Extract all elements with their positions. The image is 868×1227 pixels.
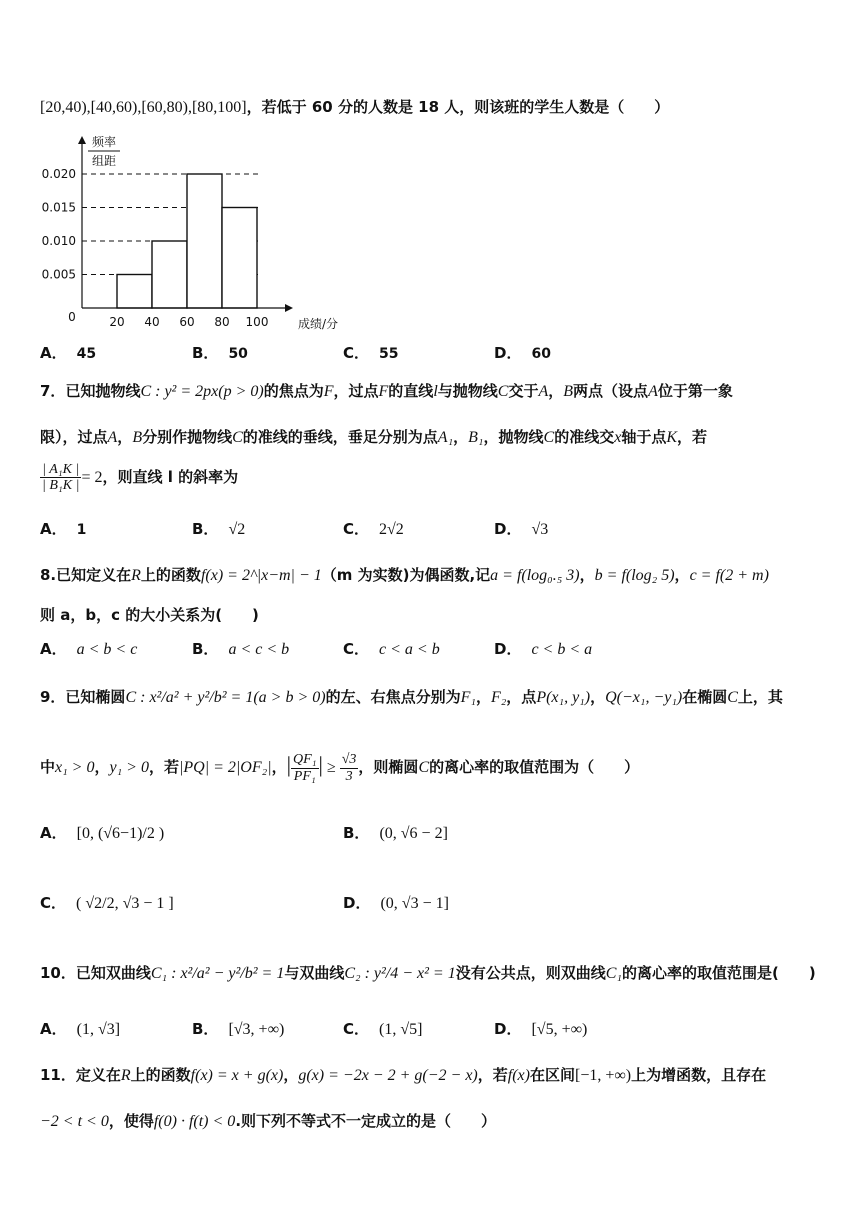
q9-line-1: 9．已知椭圆C : x²/a² + y²/b² = 1(a > b > 0)的左、右焦点分别为F₁，F₂，点P(x₁, y₁)，Q(−x₁, −y₁)在椭圆C上，其 bbox=[40, 688, 783, 706]
option-label: D． bbox=[494, 1020, 522, 1038]
q10-hyperbola-c1: C₁ : x²/a² − y²/b² = 1 bbox=[150, 965, 285, 982]
q9-cond-pq: |PQ| = 2|OF₂| bbox=[178, 759, 272, 776]
q11-line-2 bbox=[40, 1110, 496, 1131]
histogram-bar bbox=[187, 174, 222, 308]
q9-text: 上，其 bbox=[737, 688, 783, 706]
option-value: √3 bbox=[531, 521, 549, 538]
q11-text: ，若 bbox=[477, 1066, 508, 1084]
option-value: (1, √3] bbox=[76, 1021, 121, 1038]
q6-intervals: [20,40),[40,60),[60,80),[80,100] bbox=[40, 99, 247, 116]
q7-text: 两点（设点 bbox=[573, 382, 649, 400]
q7-text: ，过点 bbox=[333, 382, 379, 400]
x-tick-label: 20 bbox=[109, 315, 125, 329]
q9-option-a[interactable] bbox=[40, 822, 164, 843]
q7-text: 与抛物线 bbox=[437, 382, 498, 400]
q10-option-a[interactable] bbox=[40, 1018, 120, 1039]
option-label: A． bbox=[40, 520, 67, 538]
q8-option-a[interactable] bbox=[40, 638, 137, 659]
x-tick-label: 80 bbox=[214, 315, 230, 329]
q10-text: 与双曲线 bbox=[284, 964, 345, 982]
y-tick-label: 0.010 bbox=[41, 234, 76, 248]
q7-number: 7． bbox=[40, 382, 66, 400]
q11-product-cond: f(0) · f(t) < 0 bbox=[153, 1113, 236, 1130]
q9-text: ，点 bbox=[506, 688, 537, 706]
option-label: C． bbox=[343, 640, 370, 658]
histogram-bar bbox=[152, 241, 187, 308]
q9-text: 中 bbox=[40, 758, 56, 776]
q8-option-b[interactable] bbox=[192, 638, 289, 659]
option-value: a < c < b bbox=[228, 641, 290, 658]
x-tick-label: 100 bbox=[245, 315, 269, 329]
q11-fx: f(x) bbox=[507, 1067, 530, 1084]
q7-text: 分别作抛物线 bbox=[142, 428, 233, 446]
q9-text: ，若 bbox=[148, 758, 179, 776]
option-value: 45 bbox=[76, 346, 97, 362]
x-tick-label: 40 bbox=[144, 315, 160, 329]
option-label: D． bbox=[494, 344, 522, 362]
q9-text: ，则椭圆 bbox=[358, 758, 419, 776]
option-value: 50 bbox=[228, 346, 248, 362]
q8-line-2 bbox=[40, 604, 259, 625]
fraction-denominator: PF₁ bbox=[293, 768, 316, 784]
q7-line-2: 限），过点A，B分别作抛物线C的准线的垂线，垂足分别为点A₁，B₁，抛物线C的准线交x轴于点K，若 bbox=[40, 428, 708, 446]
q10-option-d[interactable] bbox=[494, 1018, 587, 1039]
q10-hyperbola-c2: C₂ : y²/4 − x² = 1 bbox=[344, 965, 456, 982]
y-tick-label: 0.015 bbox=[41, 200, 76, 215]
option-label: C． bbox=[343, 520, 370, 538]
q9-text: 在椭圆 bbox=[682, 688, 728, 706]
option-label: B． bbox=[192, 344, 219, 362]
q9-option-c[interactable] bbox=[40, 892, 174, 913]
option-value: c < a < b bbox=[379, 641, 440, 658]
q7-text: 的焦点为 bbox=[263, 382, 324, 400]
option-label: D． bbox=[494, 640, 522, 658]
fraction-numerator: √3 bbox=[341, 752, 357, 768]
q9-cond-x1: x₁ > 0 bbox=[55, 759, 95, 776]
option-value: (0, √6 − 2] bbox=[379, 825, 448, 842]
q7-text: 限），过点 bbox=[40, 428, 108, 446]
q9-focus-f2: F₂ bbox=[490, 689, 507, 706]
q8-line-1: 8.已知定义在R上的函数f(x) = 2^|x−m| − 1（m 为实数)为偶函数,记a = f(log₀.₅ 3)，b = f(log₂ 5)，c = f(2 + m) bbox=[40, 566, 769, 584]
option-value: a < b < c bbox=[76, 641, 138, 658]
q8-text: 则 a，b，c 的大小关系为( ) bbox=[40, 606, 259, 624]
option-label: D． bbox=[343, 894, 371, 912]
option-value: 55 bbox=[379, 346, 399, 362]
option-label: D． bbox=[494, 520, 522, 538]
option-label: A． bbox=[40, 824, 67, 842]
q7-point-b: B bbox=[563, 383, 574, 400]
q7-curve-c: C bbox=[543, 429, 555, 446]
q8-text: 上的函数 bbox=[140, 566, 201, 584]
option-label: C． bbox=[40, 894, 67, 912]
q7-text: ，则直线 l 的斜率为 bbox=[102, 467, 239, 486]
option-label: C． bbox=[343, 1020, 370, 1038]
option-value: [√3, +∞) bbox=[228, 1021, 285, 1038]
option-value: 1 bbox=[76, 522, 87, 538]
q8-value-b: b = f(log₂ 5) bbox=[594, 567, 675, 584]
y-tick-label: 0.020 bbox=[41, 167, 76, 181]
q9-focus-f1: F₁ bbox=[460, 689, 476, 706]
q7-point-a: A bbox=[538, 383, 549, 400]
q8-option-d[interactable] bbox=[494, 638, 592, 659]
option-label: B． bbox=[192, 520, 219, 538]
q9-text: 9．已知椭圆 bbox=[40, 688, 126, 706]
option-value: [√5, +∞) bbox=[531, 1021, 588, 1038]
q7-point-a1: A₁ bbox=[437, 429, 454, 446]
q11-t-range: −2 < t < 0 bbox=[40, 1113, 109, 1130]
q9-ellipse-eq: C : x²/a² + y²/b² = 1(a > b > 0) bbox=[125, 689, 326, 706]
q11-text: 在区间 bbox=[529, 1066, 575, 1084]
option-value: ( √2/2, √3 − 1 ] bbox=[76, 895, 174, 912]
option-label: B． bbox=[192, 1020, 219, 1038]
q10-text: 10．已知双曲线 bbox=[40, 964, 151, 982]
option-value: √2 bbox=[228, 521, 246, 538]
q11-text: 上为增函数，且存在 bbox=[631, 1066, 767, 1084]
q11-function-g: g(x) = −2x − 2 + g(−2 − x) bbox=[298, 1067, 478, 1084]
histogram-bar bbox=[222, 208, 257, 309]
q7-ratio-fraction bbox=[40, 462, 81, 494]
q7-text: 的准线的垂线，垂足分别为点 bbox=[242, 428, 438, 446]
q10-line-1 bbox=[40, 962, 816, 983]
q9-bound-fraction bbox=[340, 752, 359, 784]
option-value: [0, (√6−1)/2 ) bbox=[76, 825, 165, 842]
q7-focus: F bbox=[323, 383, 334, 400]
q9-option-b[interactable] bbox=[343, 822, 448, 843]
q10-c1: C₁ bbox=[605, 965, 622, 982]
fraction-numerator: QF₁ bbox=[293, 752, 317, 768]
q8-option-c[interactable] bbox=[343, 638, 440, 659]
q11-line-1: 11．定义在R上的函数f(x) = x + g(x)，g(x) = −2x − 2 + g(−2 − x)，若f(x)在区间[−1, +∞)上为增函数，且存在 bbox=[40, 1066, 767, 1084]
q7-option-d[interactable] bbox=[494, 518, 548, 539]
q7-point-k: K bbox=[666, 429, 677, 446]
option-value: 60 bbox=[531, 346, 551, 362]
q7-option-a[interactable] bbox=[40, 518, 86, 539]
q9-line-2: 中x₁ > 0，y₁ > 0，若|PQ| = 2|OF₂|，| $\frac{\text{QF₁}}{\text{PF₁}}$ | ≥ $\frac{√3}{3}$ ，则椭圆C的离心率的取值范围为（ ） bbox=[40, 752, 640, 784]
q6-text: ，若低于 60 分的人数是 18 人，则该班的学生人数是（ ） bbox=[246, 98, 670, 116]
q8-text: 8.已知定义在 bbox=[40, 566, 132, 584]
option-value: c < b < a bbox=[531, 641, 593, 658]
q7-point-b: B bbox=[132, 429, 143, 446]
q7-ratio-rhs: = 2 bbox=[81, 468, 103, 486]
q11-interval: [−1, +∞) bbox=[574, 1067, 632, 1084]
q8-value-a: a = f(log₀.₅ 3) bbox=[490, 567, 580, 584]
fraction-denominator: 3 bbox=[345, 768, 353, 784]
histogram-bar bbox=[117, 275, 152, 309]
q11-function-f: f(x) = x + g(x) bbox=[190, 1067, 284, 1084]
q7-point-b1: B₁ bbox=[468, 429, 484, 446]
q9-text: 的左、右焦点分别为 bbox=[325, 688, 461, 706]
q9-cond-y1: y₁ > 0 bbox=[109, 759, 149, 776]
option-label: B． bbox=[192, 640, 219, 658]
option-value: (0, √3 − 1] bbox=[380, 895, 449, 912]
q6-stem bbox=[40, 96, 669, 117]
q9-text: 的离心率的取值范围为（ ） bbox=[429, 758, 640, 776]
q10-option-c[interactable] bbox=[343, 1018, 422, 1039]
q8-function: f(x) = 2^|x−m| − 1 bbox=[200, 567, 322, 584]
q7-text: ，抛物线 bbox=[483, 428, 544, 446]
q7-option-b[interactable] bbox=[192, 518, 245, 539]
q9-option-d[interactable] bbox=[343, 892, 449, 913]
q7-x-axis: x bbox=[614, 429, 622, 446]
q7-text: 位于第一象 bbox=[657, 382, 733, 400]
q11-text: 11．定义在 bbox=[40, 1066, 121, 1084]
q11-text: 上的函数 bbox=[130, 1066, 191, 1084]
fraction-numerator: | A₁K | bbox=[40, 462, 81, 478]
fraction-denominator: | B₁K | bbox=[42, 478, 80, 494]
q7-curve-c: C bbox=[232, 429, 243, 446]
q7-point-a: A bbox=[648, 383, 658, 400]
q9-point-q: Q(−x₁, −y₁) bbox=[605, 689, 683, 706]
q6-option-c[interactable] bbox=[343, 342, 399, 363]
option-label: B． bbox=[343, 824, 370, 842]
q11-text: .则下列不等式不一定成立的是（ ） bbox=[235, 1112, 497, 1130]
option-label: C． bbox=[343, 344, 370, 362]
q11-set-r: R bbox=[120, 1067, 131, 1084]
q7-focus: F bbox=[378, 383, 389, 400]
q7-point-a: A bbox=[107, 429, 118, 446]
q7-line-l: l bbox=[433, 383, 438, 400]
q7-text: 交于 bbox=[508, 382, 539, 400]
q8-value-c: c = f(2 + m) bbox=[689, 567, 769, 584]
q6-option-a[interactable] bbox=[40, 342, 96, 363]
q6-option-d[interactable] bbox=[494, 342, 551, 363]
q9-point-p: P(x₁, y₁) bbox=[536, 689, 591, 706]
option-label: A． bbox=[40, 1020, 67, 1038]
x-tick-label: 60 bbox=[179, 315, 195, 329]
q7-line-3 bbox=[40, 462, 238, 494]
q7-text: 已知抛物线 bbox=[65, 382, 141, 400]
q6-option-b[interactable] bbox=[192, 342, 248, 363]
q10-text: 的离心率的取值范围是( ) bbox=[621, 964, 816, 982]
y-axis-arrow bbox=[78, 136, 86, 144]
option-value: (1, √5] bbox=[379, 1021, 423, 1038]
histogram-chart bbox=[38, 128, 338, 338]
q8-set-r: R bbox=[131, 567, 141, 584]
option-value: 2√2 bbox=[379, 521, 404, 538]
x-axis-label: 成绩/分 bbox=[297, 317, 338, 331]
option-label: A． bbox=[40, 640, 67, 658]
q7-parabola-eq: C : y² = 2px(p > 0) bbox=[140, 383, 264, 400]
y-axis-label-top: 频率 bbox=[91, 135, 117, 149]
y-axis-label-bottom: 组距 bbox=[91, 154, 117, 168]
x-axis-arrow bbox=[285, 304, 293, 312]
q7-curve-c: C bbox=[497, 383, 509, 400]
q8-text: （m 为实数)为偶函数,记 bbox=[321, 566, 491, 584]
q7-text: 的直线 bbox=[388, 382, 434, 400]
q7-text: ，若 bbox=[677, 428, 708, 446]
q7-text: 轴于点 bbox=[621, 428, 667, 446]
q7-text: 的准线交 bbox=[554, 428, 615, 446]
q7-line-1: 7．已知抛物线C : y² = 2px(p > 0)的焦点为F，过点F的直线l与抛物线C交于A，B两点（设点A位于第一象 bbox=[40, 382, 733, 400]
option-label: A． bbox=[40, 344, 67, 362]
q10-text: 没有公共点，则双曲线 bbox=[455, 964, 606, 982]
q11-text: ，使得 bbox=[108, 1112, 154, 1130]
y-tick-label: 0.005 bbox=[41, 267, 76, 282]
q10-option-b[interactable] bbox=[192, 1018, 284, 1039]
q9-ratio-fraction bbox=[291, 752, 319, 784]
q7-option-c[interactable] bbox=[343, 518, 404, 539]
origin-label: 0 bbox=[68, 310, 76, 324]
